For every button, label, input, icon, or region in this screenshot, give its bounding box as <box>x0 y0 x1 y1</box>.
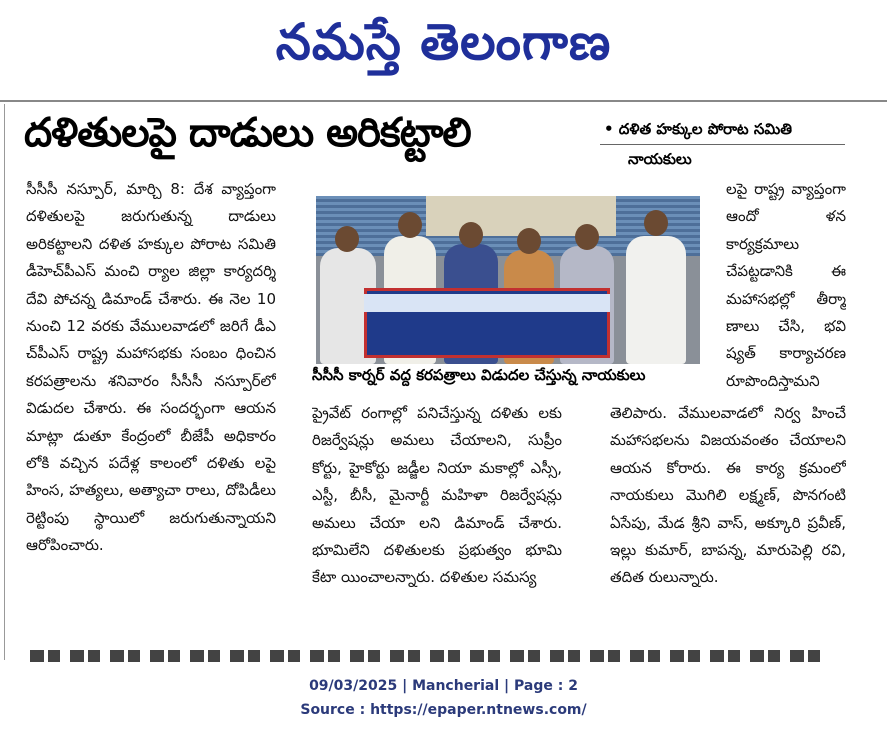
article-column-3-bottom: తెలిపారు. వేములవాడలో నిర్వ హించే మహాసభలను విజయవంతం చేయాలని ఆయన కోరారు. ఈ కార్య క్రమంలో నాయకులు మొగిలి లక్ష్మణ్, పొనగంటి ఏసేపు, మేడ శ్రీని వాస్, అక్కూరి ప్రవీణ్, ఇల్లు కుమార్, బాపన్న, మారుపెల్లి రవి, తదిత రులున్నారు. <box>610 404 846 587</box>
photo-face <box>459 222 483 248</box>
masthead-divider <box>0 100 887 102</box>
cropped-next-headline <box>30 650 830 662</box>
photo-face <box>398 212 422 238</box>
article-column-1: సీసీసీ నస్పూర్, మార్చి 8: దేశ వ్యాప్తంగా దళితులపై జరుగుతున్న దాడులు అరికట్టాలని దళిత హక్కుల పోరాట సమితి డీహెచ్‌పీఎస్ మంచి ర్యాల జిల్లా కార్యదర్శి దేవి పోచన్న డిమాండ్ చేశారు. ఈ నెల 10 నుంచి 12 వరకు వేములవాడలో జరిగే డీఎ చ్‌పీఎస్ రాష్ట్ర మహాసభకు సంబం ధించిన కరపత్రాలను శనివారం సీసీసీ నస్పూర్‌లో విడుదల చేశారు. ఈ సందర్భంగా ఆయన మాట్లా డుతూ కేంద్రంలో బీజేపీ అధికారం లోకి వచ్చిన పదేళ్ల కాలంలో దళితు లపై హింస, హత్యలు, అత్యాచా రాలు, దోపిడీలు రెట్టింపు స్థాయిలో జరుగుతున్నాయని ఆరోపించారు. <box>26 180 276 555</box>
article-kicker-sub: నాయకులు <box>628 150 692 168</box>
kicker-divider <box>600 144 845 145</box>
masthead-title: నమస్తే తెలంగాణ <box>275 11 612 71</box>
footer-edition-info: 09/03/2025 | Mancherial | Page : 2 <box>309 678 578 694</box>
newspaper-masthead <box>0 0 887 95</box>
footer-source: Source : https://epaper.ntnews.com/ <box>300 702 587 718</box>
photo-caption: సీసీసీ కార్నర్ వద్ద కరపత్రాలు విడుదల చేస్తున్న నాయకులు <box>312 366 646 384</box>
photo-face <box>335 226 359 252</box>
article-column-3-top: లపై రాష్ట్ర వ్యాప్తంగా ఆందో ళన కార్యక్రమాలు చేపట్టడానికి ఈ మహాసభల్లో తీర్మా ణాలు చేసి, భవి ష్యత్ కార్యాచరణ రూపొందిస్తామని <box>726 180 846 390</box>
photo-person <box>626 236 686 364</box>
photo-face <box>575 224 599 250</box>
article-headline: దళితులపై దాడులు అరికట్టాలి <box>24 110 471 156</box>
photo-face <box>517 228 541 254</box>
photo-banner-title <box>364 294 610 312</box>
article-photo <box>316 196 700 364</box>
article-kicker: • దళిత హక్కుల పోరాట సమితి <box>604 120 792 138</box>
photo-face <box>644 210 668 236</box>
article-column-2: ప్రైవేట్ రంగాల్లో పనిచేస్తున్న దళితు లకు రిజర్వేషన్లు అమలు చేయాలని, సుప్రీం కోర్టు, హైకోర్టు జడ్జీల నియా మకాల్లో ఎస్సీ, ఎస్టీ, బీసీ, మైనార్టీ మహిళా రిజర్వేషన్లు అమలు చేయా లని డిమాండ్ చేశారు. భూమిలేని దళితులకు ప్రభుత్వం భూమి కేటా యించాలన్నారు. దళితుల సమస్య <box>312 404 562 587</box>
clip-border <box>4 104 5 660</box>
